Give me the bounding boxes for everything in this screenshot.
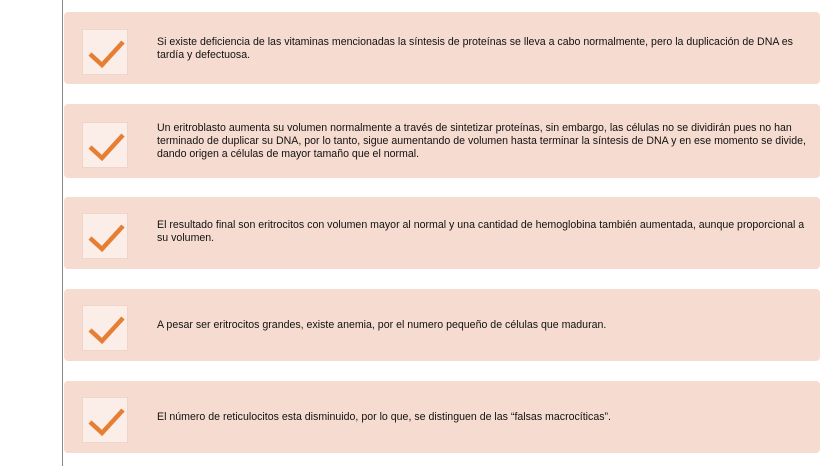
checkbox	[82, 213, 128, 259]
list-item	[64, 289, 820, 361]
checkbox	[82, 29, 128, 75]
checkbox	[82, 305, 128, 351]
checkbox	[82, 122, 128, 168]
checkmark-icon	[83, 30, 129, 76]
list-item	[64, 197, 820, 269]
checkmark-icon	[83, 123, 129, 169]
list-item-text: A pesar ser eritrocitos grandes, existe anemia, por el numero pequeño de células que maduran.	[157, 319, 607, 331]
list-item	[64, 381, 820, 453]
checkmark-icon	[83, 398, 129, 444]
left-divider-line	[62, 0, 63, 466]
list-item-text: El número de reticulocitos esta disminuido, por lo que, se distinguen de las “falsas macrocíticas”.	[157, 411, 611, 423]
list-item-text: Un eritroblasto aumenta su volumen normalmente a través de sintetizar proteínas, sin embargo, las células no se dividirán pues no han terminado de duplicar su DNA, por lo tanto, sigue aumentando de volumen hasta terminar la síntesis de DNA y en ese momento se divide, dando origen a células de mayor tamaño que el normal.	[157, 122, 806, 160]
list-item	[64, 104, 820, 178]
checkmark-icon	[83, 306, 129, 352]
checkmark-icon	[83, 214, 129, 260]
list-item	[64, 12, 820, 84]
list-item-text: El resultado final son eritrocitos con volumen mayor al normal y una cantidad de hemoglobina también aumentada, aunque proporcional a su volumen.	[157, 219, 805, 244]
list-item-text: Si existe deficiencia de las vitaminas mencionadas la síntesis de proteínas se lleva a cabo normalmente, pero la duplicación de DNA es tardía y defectuosa.	[157, 36, 793, 61]
checkbox	[82, 397, 128, 443]
